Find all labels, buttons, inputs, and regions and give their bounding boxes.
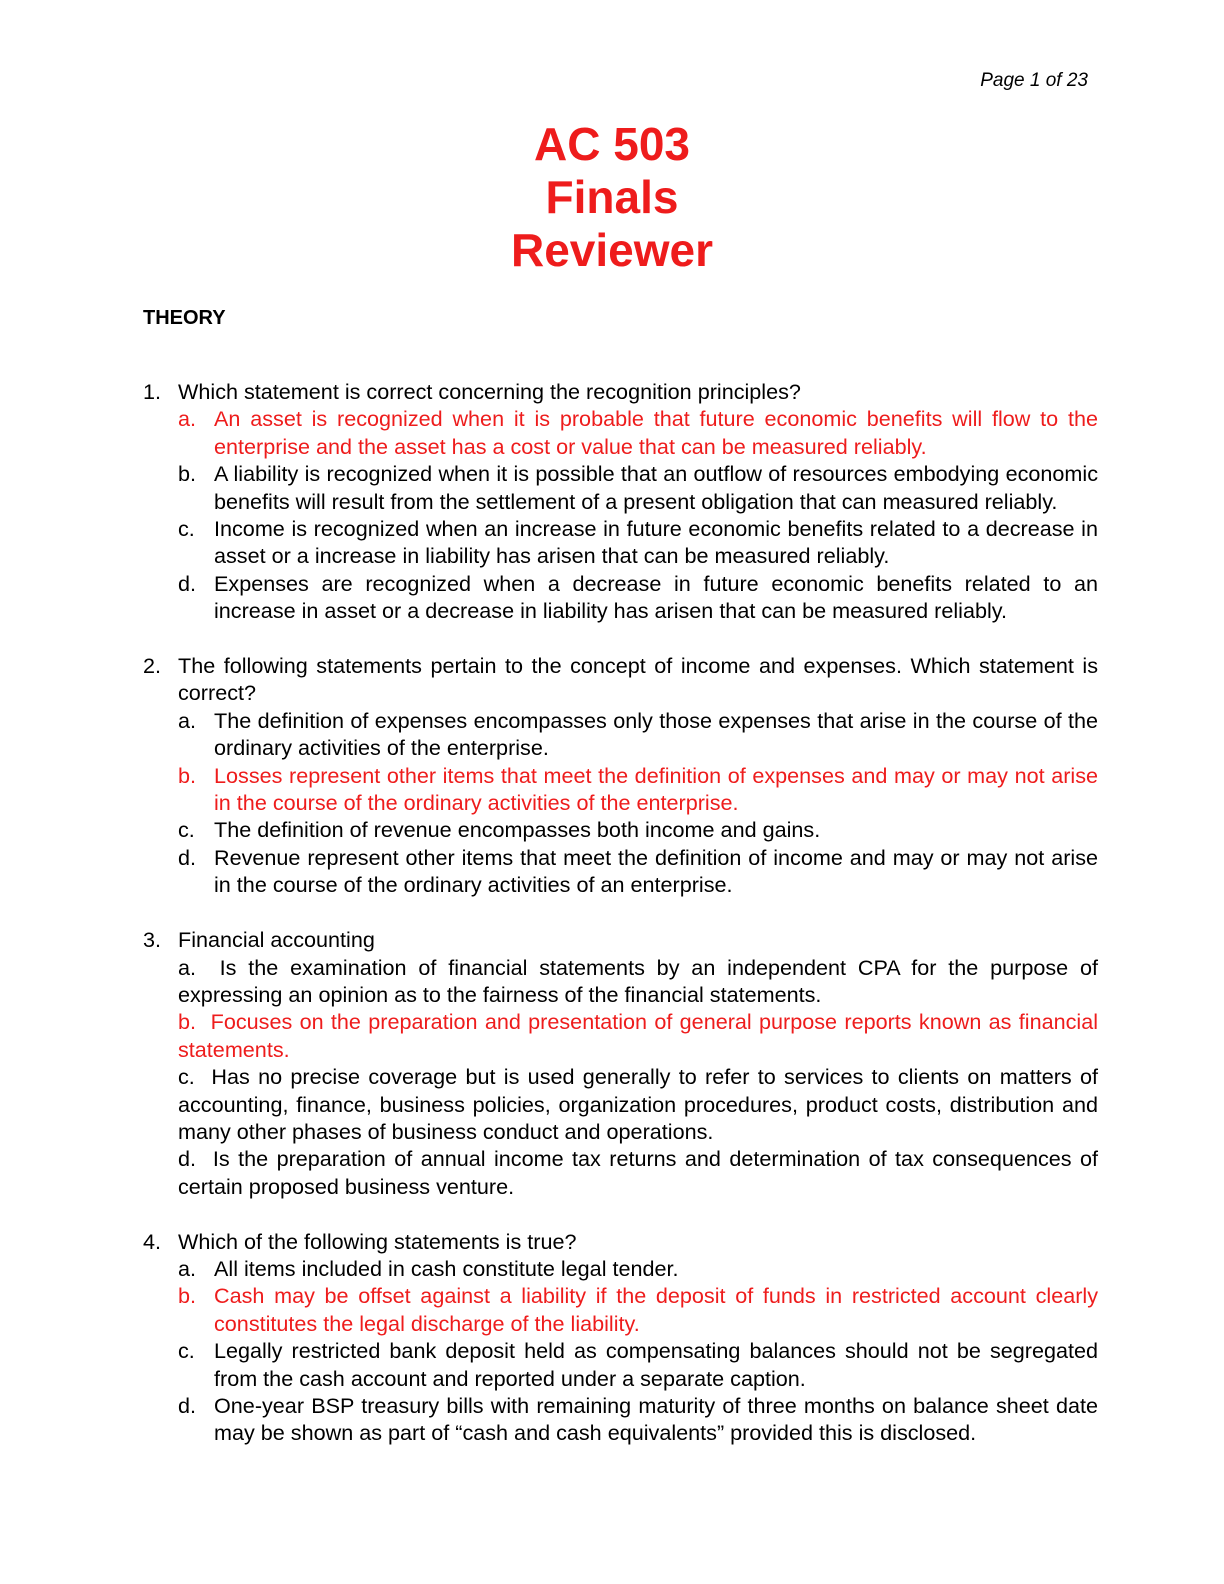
choice-letter: a. (178, 406, 197, 432)
choice-4d (178, 1392, 1098, 1447)
choice-text: All items included in cash constitute legal tender. (214, 1255, 679, 1281)
choice-text: Has no precise coverage but is used generally to refer to services to clients on matters of accounting, finance, business policies, organization procedures, product costs, distribution and many other phases of business conduct and operations. (178, 1064, 1098, 1144)
choice-1b (178, 460, 1098, 515)
question-text: Which statement is correct concerning the recognition principles? (178, 379, 801, 404)
choice-text: Focuses on the preparation and presentation of general purpose reports known as financial statements. (178, 1009, 1098, 1062)
choice-text: Revenue represent other items that meet the definition of income and may or may not arise in the course of the ordinary activities of an enterprise. (214, 844, 1098, 898)
title-line-1: AC 503 (534, 118, 690, 170)
choice-list (143, 1255, 1098, 1447)
choice-3a (178, 954, 1098, 1009)
choice-letter: d. (178, 844, 197, 870)
question-text: Which of the following statements is true? (178, 1228, 577, 1254)
choice-letter: a. (178, 707, 197, 733)
choice-letter: c. (178, 1064, 195, 1090)
choice-letter: b. (178, 1283, 197, 1309)
question-number: 1. (143, 379, 162, 404)
choice-text: The definition of revenue encompasses both income and gains. (214, 817, 821, 843)
question-list (143, 378, 1098, 1474)
choice-letter: b. (178, 461, 197, 487)
choice-letter: d. (178, 1146, 197, 1172)
choice-2c (178, 816, 1098, 843)
choice-4c (178, 1337, 1098, 1392)
title-line-3: Reviewer (510, 224, 713, 276)
choice-list (143, 405, 1098, 624)
choice-text: Expenses are recognized when a decrease in future economic benefits related to an increase in asset or a decrease in liability has arisen that can be measured reliably. (214, 570, 1098, 624)
choice-list (143, 707, 1098, 899)
choice-letter: c. (178, 1338, 195, 1364)
choice-letter: a. (178, 1255, 197, 1281)
choice-text: A liability is recognized when it is possible that an outflow of resources embodying economic benefits will result from the settlement of a present obligation that can measured reliably. (214, 461, 1098, 514)
choice-1a-correct (178, 405, 1098, 460)
choice-text: An asset is recognized when it is probable that future economic benefits will flow to the enterprise and the asset has a cost or value that can be measured reliably. (214, 406, 1098, 459)
question-1 (143, 378, 1098, 625)
choice-letter: c. (178, 516, 195, 542)
question-4 (143, 1228, 1098, 1447)
choice-4a (178, 1255, 1098, 1282)
question-number: 2. (143, 653, 162, 679)
document-title (0, 118, 1224, 277)
question-3 (143, 926, 1098, 1200)
choice-3c (178, 1063, 1098, 1145)
choice-3d (178, 1145, 1098, 1200)
choice-2a (178, 707, 1098, 762)
section-heading: THEORY (143, 307, 226, 329)
choice-text: Legally restricted bank deposit held as compensating balances should not be segregated from the cash account and reported under a separate caption. (214, 1338, 1098, 1391)
choice-text: Is the preparation of annual income tax returns and determination of tax consequences of certain proposed business venture. (178, 1146, 1099, 1199)
choice-4b-correct (178, 1282, 1098, 1337)
choice-text: Cash may be offset against a liability if the deposit of funds in restricted account clearly constitutes the legal discharge of the liability. (214, 1283, 1098, 1336)
choice-text: One-year BSP treasury bills with remaining maturity of three months on balance sheet date may be shown as part of “cash and cash equivalents” provided this is disclosed. (214, 1392, 1098, 1446)
choice-letter: b. (178, 762, 197, 788)
choice-2b-correct (178, 762, 1098, 817)
title-line-2: Finals (545, 171, 679, 223)
choice-3b-correct (178, 1008, 1098, 1063)
question-text: The following statements pertain to the concept of income and expenses. Which statement is correct? (178, 653, 1098, 706)
question-text: Financial accounting (178, 927, 375, 953)
choice-letter: c. (178, 817, 195, 843)
question-number: 4. (143, 1228, 162, 1254)
choice-list (143, 954, 1098, 1201)
question-number: 3. (143, 927, 162, 953)
choice-letter: d. (178, 570, 197, 596)
choice-1d (178, 570, 1098, 625)
choice-2d (178, 844, 1098, 899)
choice-text: Losses represent other items that meet the definition of expenses and may or may not arise in the course of the ordinary activities of the enterprise. (214, 762, 1098, 816)
page-number: Page 1 of 23 (980, 70, 1088, 91)
choice-1c (178, 515, 1098, 570)
choice-letter: a. (178, 954, 197, 980)
choice-text: Income is recognized when an increase in future economic benefits related to a decrease in asset or a increase in liability has arisen that can be measured reliably. (214, 516, 1098, 569)
choice-text: Is the examination of financial statements by an independent CPA for the purpose of expressing an opinion as to the fairness of the financial statements. (178, 954, 1098, 1007)
question-2 (143, 652, 1098, 899)
choice-letter: b. (178, 1009, 197, 1035)
choice-text: The definition of expenses encompasses only those expenses that arise in the course of the ordinary activities of the enterprise. (214, 707, 1098, 761)
choice-letter: d. (178, 1392, 197, 1418)
